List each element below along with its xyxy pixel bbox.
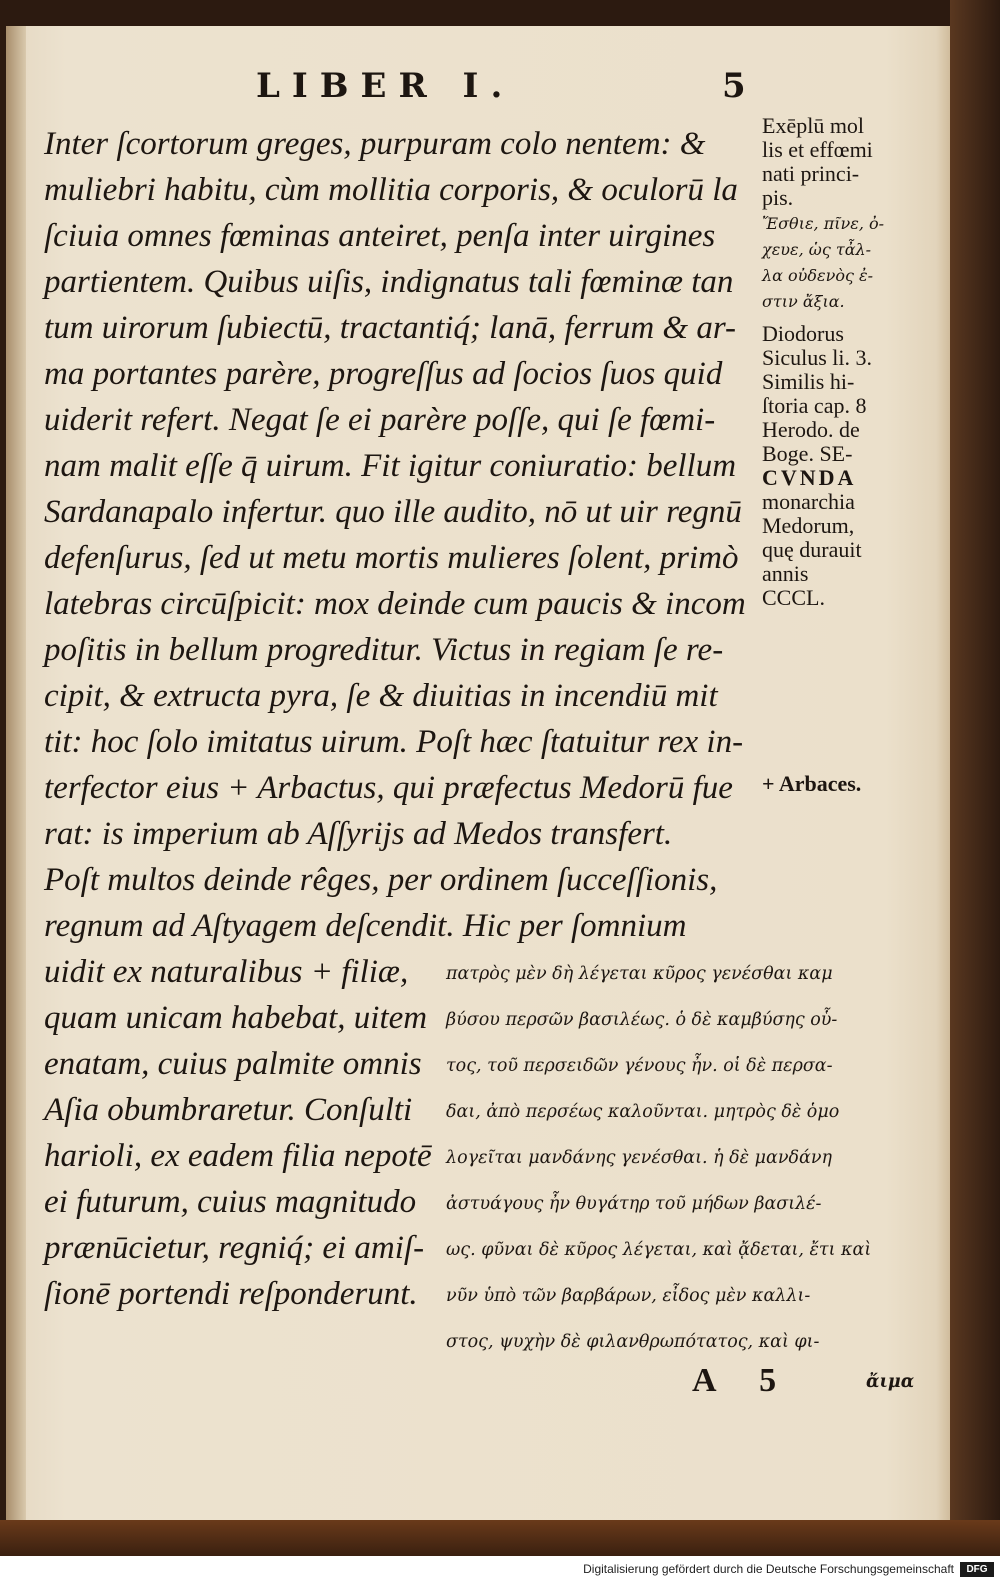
margin-greek: χευε, ὡς τἆλ- xyxy=(762,240,872,259)
text-line: ſionē portendi reſponderunt. xyxy=(44,1276,418,1312)
margin-note: Exēplū mol xyxy=(762,113,865,138)
margin-note-arbaces: + Arbaces. xyxy=(762,771,862,796)
text-line: terfector eius + Arbactus, qui præfectus Medorū fue xyxy=(44,770,733,806)
margin-note: Herodo. de xyxy=(762,417,860,442)
signature-mark: A 5 xyxy=(692,1362,795,1399)
text-line: cipit, & extructa pyra, ſe & diuitias in incendiū mit xyxy=(44,678,718,714)
margin-note: Medorum, xyxy=(762,513,855,538)
text-line: uiderit refert. Negat ſe ei parère poſſe, qui ſe fœmi- xyxy=(44,402,716,438)
margin-greek: Ἔσθιε, πῖνε, ὀ- xyxy=(762,214,885,233)
margin-note: lis et effœmi xyxy=(762,137,873,162)
text-line: defenſurus, ſed ut metu mortis mulieres ſolent, primò xyxy=(44,540,739,576)
greek-line: νῦν ὑπὸ τῶν βαρβάρων, εἶδος μὲν καλλι- xyxy=(446,1286,811,1306)
text-line: muliebri habitu, cùm mollitia corporis, & oculorū la xyxy=(44,172,738,208)
text-line: ei futurum, cuius magnitudo xyxy=(44,1184,417,1220)
margin-note: nati princi- xyxy=(762,161,860,186)
scan-right-edge xyxy=(950,0,1000,1556)
funding-notice: Digitalisierung gefördert durch die Deutsche Forschungsgemeinschaft xyxy=(583,1562,954,1576)
text-line: prænūcietur, regniq́; ei amiſ- xyxy=(44,1230,425,1266)
margin-greek: στιν ἄξια. xyxy=(762,292,845,311)
catchword: ἄιμα xyxy=(866,1372,915,1392)
text-line: partientem. Quibus uiſis, indignatus tali fœminæ tan xyxy=(44,264,734,300)
page-number: 5 xyxy=(722,66,746,106)
greek-line: ως. φῦναι δὲ κῦρος λέγεται, καὶ ᾄδεται, ἔτι καὶ xyxy=(446,1240,872,1260)
text-line: Poſt multos deinde rêges, per ordinem ſucceſſionis, xyxy=(44,862,718,898)
margin-note: Similis hi- xyxy=(762,369,855,394)
book-page xyxy=(6,26,950,1520)
margin-heading: CVNDA xyxy=(762,465,857,490)
text-line: poſitis in bellum progreditur. Victus in regiam ſe re- xyxy=(44,632,724,668)
footer-bar xyxy=(0,1556,1000,1584)
text-line: uidit ex naturalibus + filiæ, xyxy=(44,954,409,990)
running-head-title: LIBER I. xyxy=(256,66,515,106)
text-line: regnum ad Aſtyagem deſcendit. Hic per ſomnium xyxy=(44,908,687,944)
greek-line: δαι, ἀπὸ περσέως καλοῦνται. μητρὸς δὲ ὁμο xyxy=(446,1102,840,1122)
text-line: enatam, cuius palmite omnis xyxy=(44,1046,422,1082)
text-line: tum uirorum ſubiectū, tractantiq́; lanā, ferrum & ar- xyxy=(44,310,737,346)
greek-line: βύσου περσῶν βασιλέως. ὁ δὲ καμβύσης οὗ- xyxy=(446,1010,838,1030)
greek-line: ἀστυάγους ἦν θυγάτηρ τοῦ μήδων βασιλέ- xyxy=(446,1194,822,1214)
margin-note: annis xyxy=(762,561,809,586)
margin-note: Boge. SE- xyxy=(762,441,853,466)
greek-line: στος, ψυχὴν δὲ φιλανθρωπότατος, καὶ φι- xyxy=(446,1332,820,1352)
scan-bottom-edge xyxy=(0,1520,1000,1556)
text-line: quam unicam habebat, uitem xyxy=(44,1000,428,1036)
margin-note: monarchia xyxy=(762,489,855,514)
text-line: Aſia obumbraretur. Conſulti xyxy=(44,1092,413,1128)
text-line: Inter ſcortorum greges, purpuram colo nentem: & xyxy=(44,126,706,162)
text-line: tit: hoc ſolo imitatus uirum. Poſt hæc ſtatuitur rex in- xyxy=(44,724,744,760)
text-line: Sardanapalo infertur. quo ille audito, nō ut uir regnū xyxy=(44,494,742,530)
greek-line: πατρὸς μὲν δὴ λέγεται κῦρος γενέσθαι καμ xyxy=(446,964,833,984)
text-line: ſciuia omnes fœminas anteiret, penſa inter uirgines xyxy=(44,218,716,254)
margin-greek: λα οὐδενὸς ἐ- xyxy=(762,266,874,285)
greek-line: τος, τοῦ περσειδῶν γένους ἦν. οἱ δὲ περσα- xyxy=(446,1056,833,1076)
text-line: rat: is imperium ab Aſſyrijs ad Medos transfert. xyxy=(44,816,673,852)
text-line: latebras circūſpicit: mox deinde cum paucis & incom xyxy=(44,586,746,622)
dfg-logo: DFG xyxy=(960,1562,994,1577)
page-gutter xyxy=(6,26,26,1520)
margin-note: CCCL. xyxy=(762,585,825,610)
margin-note: ſtoria cap. 8 xyxy=(762,393,867,418)
margin-note: pis. xyxy=(762,185,794,210)
text-line: harioli, ex eadem filia nepotē xyxy=(44,1138,432,1174)
margin-note: quę durauit xyxy=(762,537,862,562)
text-line: nam malit eſſe q̄ uirum. Fit igitur coniuratio: bellum xyxy=(44,448,737,484)
margin-note: Diodorus xyxy=(762,321,844,346)
text-line: ma portantes parère, progreſſus ad ſocios ſuos quid xyxy=(44,356,723,392)
margin-note: Siculus li. 3. xyxy=(762,345,873,370)
greek-line: λογεῖται μανδάνης γενέσθαι. ἡ δὲ μανδάνη xyxy=(446,1148,832,1168)
